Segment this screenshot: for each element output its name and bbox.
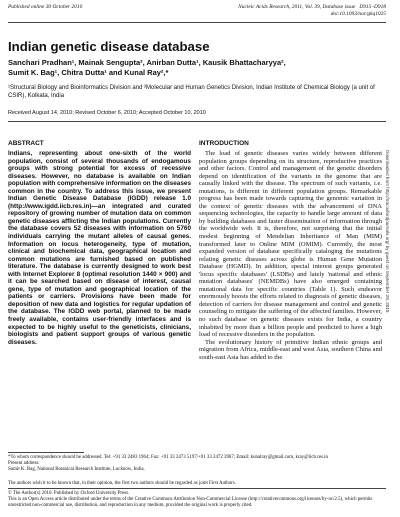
- present-address-label: Present address:: [8, 460, 40, 466]
- download-watermark-text: Downloaded from http://nar.oxfordjournals.org/ by guest on September 29, 2015: [385, 150, 390, 313]
- present-address-note: Sumit K. Bag, National Botanical Research Institute, Lucknow, India.: [8, 466, 145, 472]
- copyright-rule: [8, 488, 386, 489]
- intro-paragraph-1: The load of genetic diseases varies widely between different population groups depending on its structure, reproductive practices and other factors. Control and management of the genetic disorders depend on identification of the variants in the genome that are causally linked with the disease. The spectrum of such variants, i.e. mutations, is different in different population groups. Remarkable progress has been made towards capturing the genomic variation in the context of genetic diseases with the advancement of DNA sequencing technologies, the capacity to handle large amount of data by building databases and faster dissemination of information through the worldwide web. It is, therefore, not surprising that the initial modest beginning of Mendelian Inheritance of Man (MIM) transformed later to Online MIM (OMIM). Currently, the most expanded version of database specifically cataloging the mutations relating genetic diseases across globe is Human Gene Mutation Database (HGMD). In addition, special interest groups generated 'locus specific databases' (LSDBs) and lately 'national and ethnic mutation databases' (NEMDBs) have also emerged containing mutational data for specific countries (Table 1). Such endeavor enormously boosts the efforts related to diagnosis of genetic diseases, detection of carriers for disease management and control and genetic counseling to mitigate the suffering of the affected families. However, no such database on genetic diseases exists for India, a country inhabited by more than a billion people and predicted to have a high load of recessive disorders in the population.: [199, 150, 382, 339]
- page-range: D915–D918: [359, 4, 386, 10]
- introduction-body: [199, 150, 382, 361]
- equal-contribution-note: The authors wish it to be known that, in their opinion, the first two authors should be regarded as joint First Authors.: [8, 481, 236, 486]
- author-list: [8, 58, 380, 78]
- affiliations: ¹Structural Biology and Bioinformatics Division and ²Molecular and Human Genetics Division, Indian Institute of Chemical Biology (a unit of CSIR), Kolkata, India: [8, 85, 375, 99]
- published-date: Published online 30 October 2010: [8, 4, 83, 10]
- license-block: [8, 491, 380, 509]
- download-watermark: [384, 150, 396, 330]
- introduction-heading: INTRODUCTION: [199, 140, 249, 147]
- doi: doi:10.1093/nar/gkq1025: [330, 10, 386, 17]
- running-header: [8, 4, 386, 22]
- journal-line: [238, 4, 386, 11]
- footnote-rule: [8, 452, 84, 453]
- footnotes: [8, 455, 380, 473]
- abstract-text: Indians, representing about one-sixth of the world population, consist of several thousands of endogamous groups with strong potential for excess of recessive diseases. However, no database is available on Indian population with comprehensive information on the diseases common in the country. To address this issue, we present Indian Genetic Disease Database (IGDD) release 1.0 (http://www.igdd.iicb.res.in)—an integrated and curated repository of growing number of mutation data on common genetic diseases afflicting the Indian populations. Currently the database covers 52 diseases with information on 5760 individuals carrying the mutant alleles of causal genes. Information on locus heterogeneity, type of mutation, clinical and biochemical data, geographical location and common mutations are furnished based on published literature. The database is currently designed to work best with Internet Explorer 8 (optimal resolution 1440 × 900) and it can be searched based on disease of interest, causal gene, type of mutation and geographical location of the patients or carriers. Provisions have been made for deposition of new data and logistics for regular updation of the database. The IGDD web portal, planned to be made freely available, contains user-friendly interfaces and is expected to be highly useful to the geneticists, clinicians, biologists and patient support groups of various genetic diseases.: [8, 150, 191, 346]
- introduction-column: [199, 140, 382, 361]
- intro-paragraph-2: The evolutionary history of primitive Indian ethnic groups and migration from Africa, middle-east and west Asia, southern China and south-east Asia has added to the: [199, 338, 382, 361]
- journal-name: Nucleic Acids Research, 2011, Vol. 39, Database issue: [238, 4, 356, 10]
- abstract-column: [8, 140, 191, 346]
- header-rule: [8, 22, 386, 23]
- received-dates: Received August 14, 2010; Revised October 6, 2010; Accepted October 10, 2010: [8, 110, 206, 116]
- author-line-1: Sanchari Pradhan¹, Mainak Sengupta², Anirban Dutta¹, Kausik Bhattacharyya²,: [8, 58, 286, 67]
- paper-title: Indian genetic disease database: [8, 39, 210, 54]
- corresponding-author-note: *To whom correspondence should be addressed. Tel: +91 33 2483 1964; Fax: +91 33 2473 5197/+91 33 2472 3967; Email: kunalray@gmail.com, kray@iicb.res.in: [8, 455, 328, 460]
- abstract-heading: ABSTRACT: [8, 140, 44, 147]
- copyright-note: © The Author(s) 2010. Published by Oxford University Press.: [8, 491, 130, 496]
- author-line-2: Sumit K. Bag¹, Chitra Dutta¹ and Kunal Ray²,*: [8, 68, 169, 77]
- dates-rule: [8, 121, 386, 122]
- journal-citation: [238, 4, 386, 17]
- license-note: This is an Open Access article distributed under the terms of the Creative Commons Attribution Non-Commercial License (http://creativecommons.org/licenses/by-nc/2.5), which permits unrestricted non-commercial use, distribution, and reproduction in any medium, provided the original work is properly cited.: [8, 496, 373, 508]
